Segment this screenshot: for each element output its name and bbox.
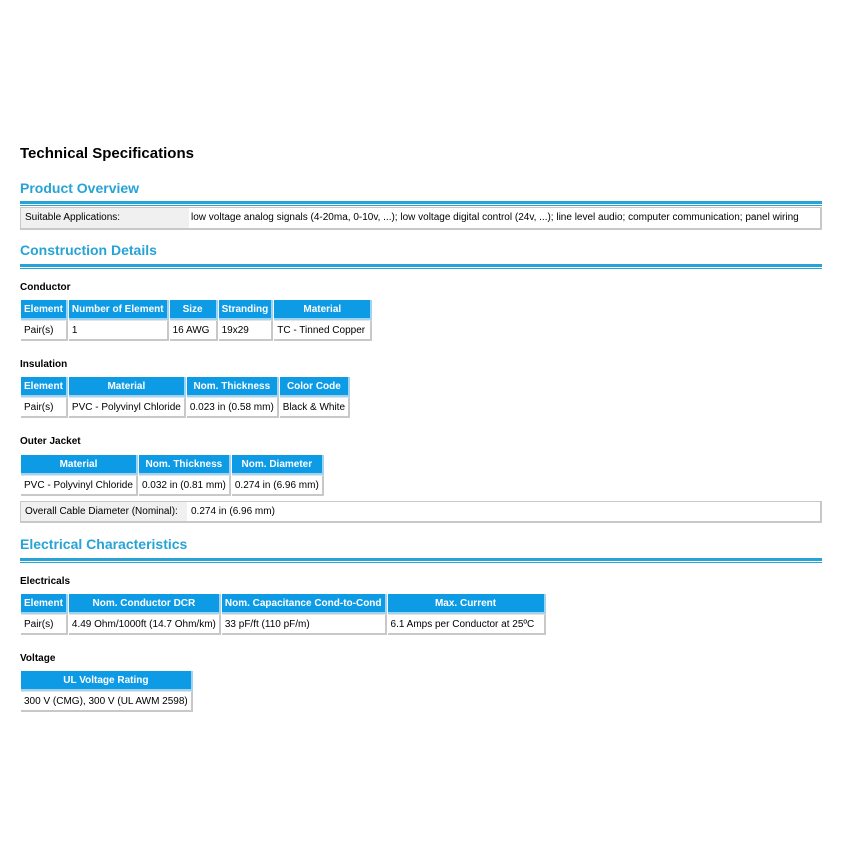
column-header: Nom. Thickness <box>139 455 231 475</box>
table-cell: 0.032 in (0.81 mm) <box>139 475 231 496</box>
electricals-table <box>20 594 547 635</box>
column-header: Nom. Diameter <box>232 455 324 475</box>
column-header: Max. Current <box>388 594 546 614</box>
overall-diameter-label: Overall Cable Diameter (Nominal): <box>21 502 187 521</box>
table-cell: Pair(s) <box>21 320 68 341</box>
table-cell: 4.49 Ohm/1000ft (14.7 Ohm/km) <box>69 614 221 635</box>
table-cell: 16 AWG <box>170 320 218 341</box>
voltage-title: Voltage <box>20 653 56 664</box>
construction-details-heading: Construction Details <box>20 242 157 258</box>
conductor-title: Conductor <box>20 282 71 293</box>
table-row <box>21 397 350 418</box>
column-header: UL Voltage Rating <box>21 671 193 691</box>
table-cell: Pair(s) <box>21 397 68 418</box>
table-cell: 6.1 Amps per Conductor at 25ºC <box>388 614 546 635</box>
table-cell: 0.023 in (0.58 mm) <box>187 397 279 418</box>
insulation-table <box>20 377 351 418</box>
product-overview-heading: Product Overview <box>20 180 140 196</box>
overall-diameter-row <box>20 501 822 523</box>
column-header: Material <box>69 377 186 397</box>
column-header: Stranding <box>219 300 274 320</box>
table-cell: 1 <box>69 320 169 341</box>
conductor-table <box>20 300 373 341</box>
column-header: Element <box>21 377 68 397</box>
electricals-title: Electricals <box>20 576 71 587</box>
column-header: Element <box>21 594 68 614</box>
table-row <box>21 691 193 712</box>
electrical-characteristics-heading: Electrical Characteristics <box>20 536 188 552</box>
column-header: Element <box>21 300 68 320</box>
outer-jacket-title: Outer Jacket <box>20 436 81 447</box>
column-header: Size <box>170 300 218 320</box>
table-cell: Black & White <box>280 397 350 418</box>
section-divider <box>20 558 822 563</box>
section-divider <box>20 264 822 269</box>
voltage-table <box>20 671 194 712</box>
table-row <box>21 475 324 496</box>
table-row <box>21 614 546 635</box>
overall-diameter-value: 0.274 in (6.96 mm) <box>191 506 275 517</box>
column-header: Color Code <box>280 377 350 397</box>
table-cell: 300 V (CMG), 300 V (UL AWM 2598) <box>21 691 193 712</box>
table-cell: PVC - Polyvinyl Chloride <box>69 397 186 418</box>
outer-jacket-table <box>20 455 325 496</box>
column-header: Nom. Thickness <box>187 377 279 397</box>
section-divider <box>20 201 822 206</box>
insulation-title: Insulation <box>20 359 68 370</box>
table-cell: PVC - Polyvinyl Chloride <box>21 475 138 496</box>
suitable-applications-value: low voltage analog signals (4-20ma, 0-10v, ...); low voltage digital control (24v, ...); line level audio; computer communication; panel wiring <box>191 212 799 223</box>
column-header: Material <box>274 300 372 320</box>
table-cell: 0.274 in (6.96 mm) <box>232 475 324 496</box>
column-header: Nom. Conductor DCR <box>69 594 221 614</box>
page-title: Technical Specifications <box>20 145 194 162</box>
suitable-applications-label: Suitable Applications: <box>21 208 189 228</box>
table-cell: 33 pF/ft (110 pF/m) <box>222 614 387 635</box>
suitable-applications-row <box>20 207 822 230</box>
column-header: Nom. Capacitance Cond-to-Cond <box>222 594 387 614</box>
column-header: Material <box>21 455 138 475</box>
table-cell: Pair(s) <box>21 614 68 635</box>
table-row <box>21 320 372 341</box>
column-header: Number of Element <box>69 300 169 320</box>
table-cell: TC - Tinned Copper <box>274 320 372 341</box>
table-cell: 19x29 <box>219 320 274 341</box>
